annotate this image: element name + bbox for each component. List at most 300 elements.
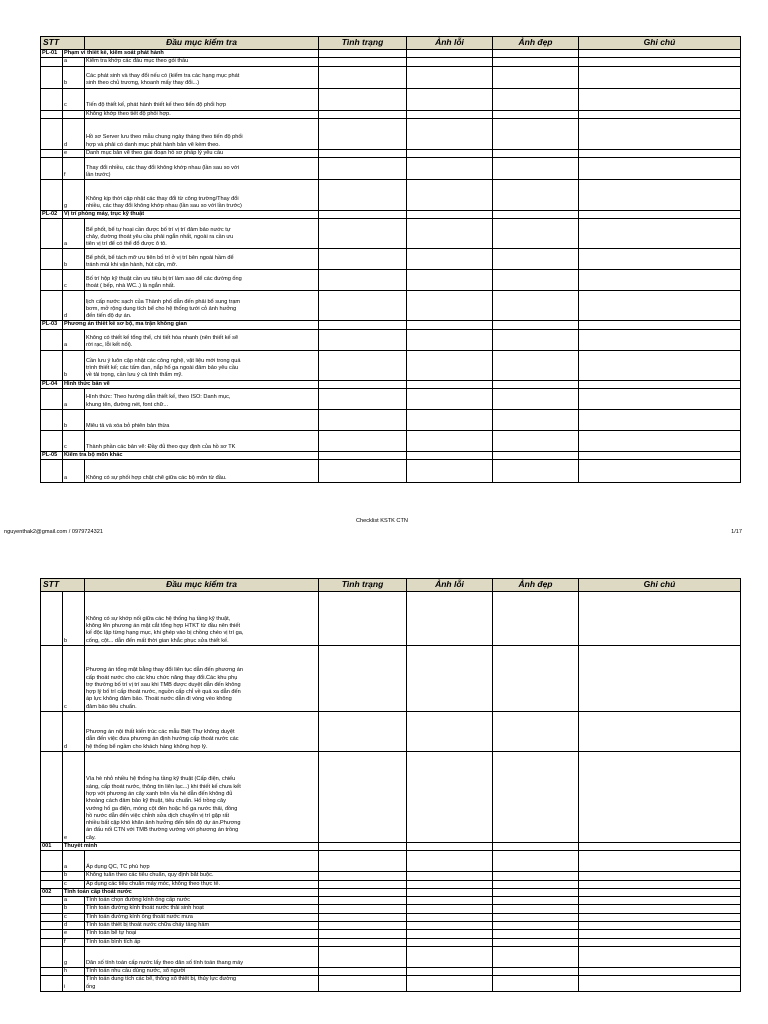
row-letter: c xyxy=(63,913,85,921)
checklist-row xyxy=(41,967,741,975)
error-image-cell[interactable] xyxy=(407,211,493,219)
status-cell[interactable] xyxy=(319,410,407,431)
good-image-cell[interactable] xyxy=(493,389,579,410)
error-image-cell[interactable] xyxy=(407,389,493,410)
status-cell[interactable] xyxy=(319,851,407,872)
good-image-cell[interactable] xyxy=(493,158,579,180)
error-image-cell[interactable] xyxy=(407,712,493,752)
row-number-cell xyxy=(41,291,63,321)
row-letter: c xyxy=(63,270,85,291)
checklist-row xyxy=(41,219,741,249)
note-cell[interactable] xyxy=(579,851,741,872)
header-good-image: Ảnh đẹp xyxy=(493,37,579,50)
note-cell[interactable] xyxy=(579,410,741,431)
row-letter: i xyxy=(63,976,85,992)
good-image-cell[interactable] xyxy=(493,410,579,431)
footer-title: Checklist KSTK CTN xyxy=(356,518,408,524)
checklist-row xyxy=(41,905,741,913)
row-letter: c xyxy=(63,431,85,452)
good-image-cell[interactable] xyxy=(493,905,579,913)
note-cell[interactable] xyxy=(579,321,741,329)
status-cell[interactable] xyxy=(319,967,407,975)
error-image-cell[interactable] xyxy=(407,452,493,460)
checklist-table-page-1 xyxy=(40,36,741,483)
good-image-cell[interactable] xyxy=(493,897,579,905)
status-cell[interactable] xyxy=(319,976,407,992)
checklist-item-text: Hình thức: Theo hướng dẫn thiết kế, theo ISO: Danh mục, khung tên, đường nét, font chữ... xyxy=(85,389,319,410)
note-cell[interactable] xyxy=(579,50,741,58)
status-cell[interactable] xyxy=(319,946,407,967)
row-letter: f xyxy=(63,938,85,946)
status-cell[interactable] xyxy=(319,291,407,321)
status-cell[interactable] xyxy=(319,646,407,712)
row-letter: h xyxy=(63,967,85,975)
checklist-item-text: Không có sự phối hợp chặt chẽ giữa các bộ môn từ đầu. xyxy=(85,460,319,483)
note-cell[interactable] xyxy=(579,905,741,913)
section-row xyxy=(41,843,741,851)
checklist-row xyxy=(41,329,741,350)
row-number-cell xyxy=(41,967,63,975)
checklist-item-text: Bể phốt, bể tách mỡ ưu tiên bố trí ở vị trí bên ngoài hầm để tránh mùi khi vận hành, hút cặn, mỡ. xyxy=(85,249,319,270)
checklist-item-text: Tính toán đường kính thoát nước thải sinh hoạt xyxy=(85,905,319,913)
note-cell[interactable] xyxy=(579,180,741,211)
note-cell[interactable] xyxy=(579,110,741,118)
error-image-cell[interactable] xyxy=(407,843,493,851)
checklist-row xyxy=(41,66,741,88)
row-letter: a xyxy=(63,329,85,350)
status-cell[interactable] xyxy=(319,329,407,350)
checklist-item-text: Áp dụng QC, TC phù hợp xyxy=(85,851,319,872)
error-image-cell[interactable] xyxy=(407,930,493,938)
error-image-cell[interactable] xyxy=(407,380,493,388)
status-cell[interactable] xyxy=(319,872,407,880)
error-image-cell[interactable] xyxy=(407,646,493,712)
checklist-row xyxy=(41,158,741,180)
error-image-cell[interactable] xyxy=(407,110,493,118)
checklist-row xyxy=(41,592,741,646)
status-cell[interactable] xyxy=(319,158,407,180)
checklist-row xyxy=(41,88,741,110)
good-image-cell[interactable] xyxy=(493,219,579,249)
row-letter: e xyxy=(63,149,85,157)
status-cell[interactable] xyxy=(319,843,407,851)
row-letter: a xyxy=(63,851,85,872)
row-number-cell xyxy=(41,592,63,646)
error-image-cell[interactable] xyxy=(407,219,493,249)
row-letter: b xyxy=(63,249,85,270)
checklist-item-text: Phương án tổng mặt bằng thay đổi liên tục dẫn đến phương án cấp thoát nước cho các khu chức năng thay đổi.Các khu phụ trợ thường bố trí vị trí sau khi TMB được duyệt dẫn đến không hợp lý bố trí cấp thoát nước, nguồn cấp chỉ về quá xa dẫn đến áp lực không đảm bảo. Thoát nước dẫn đi vòng vèo không đảm bảo tiêu chuẩn. xyxy=(85,646,319,712)
note-cell[interactable] xyxy=(579,389,741,410)
checklist-row xyxy=(41,249,741,270)
error-image-cell[interactable] xyxy=(407,888,493,896)
section-title: Hình thức bản vẽ xyxy=(63,380,319,388)
row-number-cell xyxy=(41,752,63,843)
note-cell[interactable] xyxy=(579,976,741,992)
note-cell[interactable] xyxy=(579,460,741,483)
row-letter: d xyxy=(63,712,85,752)
status-cell[interactable] xyxy=(319,460,407,483)
checklist-item-text: Tiến độ thiết kế, phát hành thiết kế theo tiến độ phối hợp xyxy=(85,88,319,110)
error-image-cell[interactable] xyxy=(407,321,493,329)
row-number-cell xyxy=(41,110,63,118)
section-row xyxy=(41,211,741,219)
error-image-cell[interactable] xyxy=(407,872,493,880)
checklist-row xyxy=(41,976,741,992)
header-error-image: Ảnh lỗi xyxy=(407,37,493,50)
good-image-cell[interactable] xyxy=(493,66,579,88)
status-cell[interactable] xyxy=(319,58,407,66)
checklist-row xyxy=(41,270,741,291)
row-letter: a xyxy=(63,58,85,66)
error-image-cell[interactable] xyxy=(407,329,493,350)
error-image-cell[interactable] xyxy=(407,897,493,905)
good-image-cell[interactable] xyxy=(493,380,579,388)
note-cell[interactable] xyxy=(579,922,741,930)
good-image-cell[interactable] xyxy=(493,930,579,938)
good-image-cell[interactable] xyxy=(493,946,579,967)
checklist-row xyxy=(41,712,741,752)
status-cell[interactable] xyxy=(319,922,407,930)
good-image-cell[interactable] xyxy=(493,712,579,752)
row-number-cell xyxy=(41,180,63,211)
status-cell[interactable] xyxy=(319,938,407,946)
checklist-row xyxy=(41,291,741,321)
header-row xyxy=(41,579,741,592)
good-image-cell[interactable] xyxy=(493,452,579,460)
section-title: Kiểm tra bộ môn khác xyxy=(63,452,319,460)
error-image-cell[interactable] xyxy=(407,922,493,930)
good-image-cell[interactable] xyxy=(493,58,579,66)
row-letter: d xyxy=(63,118,85,149)
checklist-item-text: Vìa hè nhỏ nhiều hệ thống hạ tầng kỹ thuật (Cấp điện, chiếu sáng, cấp thoát nước, thông tin liên lạc...) khi thiết kế chưa kết hợp với phương án cây xanh trên vỉa hè dẫn đến không đủ khoảng cách đảm bảo kỹ thuật, tiêu chuẩn. Hố trồng cây vướng hố ga điện, móng cột đèn hoặc hố ga nước thải, đồng hồ nước dẫn đến việc chỉnh sửa dịch chuyển vị trí gặp rất nhiều bất cập khó khăn ảnh hưởng đến tiến độ dự án.Phương án đấu nối CTN với TMB thường vướng với phương án trồng cây. xyxy=(85,752,319,843)
status-cell[interactable] xyxy=(319,905,407,913)
note-cell[interactable] xyxy=(579,913,741,921)
header-error-image: Ảnh lỗi xyxy=(407,579,493,592)
good-image-cell[interactable] xyxy=(493,431,579,452)
good-image-cell[interactable] xyxy=(493,922,579,930)
checklist-item-text: Tính toán dung tích các bể, thông số thiết bị, thủy lực đường ống xyxy=(85,976,319,992)
section-code: PL-05 xyxy=(41,452,63,460)
error-image-cell[interactable] xyxy=(407,592,493,646)
row-number-cell xyxy=(41,946,63,967)
checklist-row xyxy=(41,946,741,967)
row-number-cell xyxy=(41,66,63,88)
row-number-cell xyxy=(41,118,63,149)
note-cell[interactable] xyxy=(579,249,741,270)
checklist-row xyxy=(41,897,741,905)
error-image-cell[interactable] xyxy=(407,460,493,483)
note-cell[interactable] xyxy=(579,646,741,712)
good-image-cell[interactable] xyxy=(493,752,579,843)
status-cell[interactable] xyxy=(319,219,407,249)
checklist-row xyxy=(41,872,741,880)
good-image-cell[interactable] xyxy=(493,211,579,219)
good-image-cell[interactable] xyxy=(493,880,579,888)
checklist-row xyxy=(41,646,741,712)
checklist-row xyxy=(41,460,741,483)
row-number-cell xyxy=(41,410,63,431)
note-cell[interactable] xyxy=(579,843,741,851)
checklist-row xyxy=(41,110,741,118)
error-image-cell[interactable] xyxy=(407,270,493,291)
row-letter: a xyxy=(63,389,85,410)
good-image-cell[interactable] xyxy=(493,888,579,896)
error-image-cell[interactable] xyxy=(407,410,493,431)
row-letter: a xyxy=(63,219,85,249)
row-letter: d xyxy=(63,922,85,930)
error-image-cell[interactable] xyxy=(407,149,493,157)
checklist-item-text: Dân số tính toán cấp nước lấy theo dân số tính toán thang máy xyxy=(85,946,319,967)
header-item: Đầu mục kiểm tra xyxy=(85,579,319,592)
header-status: Tình trạng xyxy=(319,37,407,50)
note-cell[interactable] xyxy=(579,897,741,905)
good-image-cell[interactable] xyxy=(493,350,579,380)
note-cell[interactable] xyxy=(579,752,741,843)
error-image-cell[interactable] xyxy=(407,938,493,946)
section-title: Thuyết minh xyxy=(63,843,319,851)
error-image-cell[interactable] xyxy=(407,752,493,843)
note-cell[interactable] xyxy=(579,880,741,888)
header-item: Đầu mục kiểm tra xyxy=(85,37,319,50)
status-cell[interactable] xyxy=(319,380,407,388)
section-code: PL-02 xyxy=(41,211,63,219)
checklist-row xyxy=(41,118,741,149)
status-cell[interactable] xyxy=(319,752,407,843)
error-image-cell[interactable] xyxy=(407,431,493,452)
note-cell[interactable] xyxy=(579,329,741,350)
error-image-cell[interactable] xyxy=(407,291,493,321)
note-cell[interactable] xyxy=(579,592,741,646)
status-cell[interactable] xyxy=(319,66,407,88)
section-row xyxy=(41,321,741,329)
checklist-item-text: Tính toán đường kính ống thoát nước mưa xyxy=(85,913,319,921)
header-stt: STT xyxy=(41,579,85,592)
good-image-cell[interactable] xyxy=(493,118,579,149)
section-title: Tính toán cấp thoát nước xyxy=(63,888,319,896)
good-image-cell[interactable] xyxy=(493,321,579,329)
good-image-cell[interactable] xyxy=(493,913,579,921)
status-cell[interactable] xyxy=(319,592,407,646)
checklist-row xyxy=(41,930,741,938)
status-cell[interactable] xyxy=(319,712,407,752)
good-image-cell[interactable] xyxy=(493,270,579,291)
checklist-item-text: Không tuân theo các tiêu chuẩn, quy định bắt buộc. xyxy=(85,872,319,880)
error-image-cell[interactable] xyxy=(407,50,493,58)
error-image-cell[interactable] xyxy=(407,88,493,110)
note-cell[interactable] xyxy=(579,712,741,752)
status-cell[interactable] xyxy=(319,270,407,291)
section-row xyxy=(41,888,741,896)
error-image-cell[interactable] xyxy=(407,905,493,913)
note-cell[interactable] xyxy=(579,66,741,88)
error-image-cell[interactable] xyxy=(407,118,493,149)
status-cell[interactable] xyxy=(319,149,407,157)
row-letter: b xyxy=(63,410,85,431)
status-cell[interactable] xyxy=(319,321,407,329)
note-cell[interactable] xyxy=(579,350,741,380)
row-number-cell xyxy=(41,976,63,992)
status-cell[interactable] xyxy=(319,350,407,380)
row-letter: b xyxy=(63,592,85,646)
good-image-cell[interactable] xyxy=(493,967,579,975)
note-cell[interactable] xyxy=(579,118,741,149)
checklist-body-page-1 xyxy=(41,50,741,483)
row-number-cell xyxy=(41,880,63,888)
section-row xyxy=(41,50,741,58)
error-image-cell[interactable] xyxy=(407,946,493,967)
status-cell[interactable] xyxy=(319,180,407,211)
good-image-cell[interactable] xyxy=(493,851,579,872)
row-letter: b xyxy=(63,872,85,880)
note-cell[interactable] xyxy=(579,291,741,321)
note-cell[interactable] xyxy=(579,219,741,249)
row-letter: c xyxy=(63,88,85,110)
row-letter: g xyxy=(63,946,85,967)
footer-page-number: 1/17 xyxy=(731,529,742,535)
checklist-item-text: Thay đổi nhiều, các thay đổi không khớp nhau (lần sau so với lần trước) xyxy=(85,158,319,180)
checklist-body-page-2 xyxy=(41,592,741,992)
checklist-item-text: Kiểm tra khớp các đầu mục theo gói thầu xyxy=(85,58,319,66)
error-image-cell[interactable] xyxy=(407,158,493,180)
good-image-cell[interactable] xyxy=(493,872,579,880)
note-cell[interactable] xyxy=(579,431,741,452)
row-number-cell xyxy=(41,88,63,110)
status-cell[interactable] xyxy=(319,897,407,905)
note-cell[interactable] xyxy=(579,149,741,157)
good-image-cell[interactable] xyxy=(493,843,579,851)
checklist-item-text: Tính toán bể tự hoại xyxy=(85,930,319,938)
good-image-cell[interactable] xyxy=(493,938,579,946)
note-cell[interactable] xyxy=(579,872,741,880)
status-cell[interactable] xyxy=(319,452,407,460)
row-number-cell xyxy=(41,460,63,483)
error-image-cell[interactable] xyxy=(407,880,493,888)
good-image-cell[interactable] xyxy=(493,976,579,992)
checklist-row xyxy=(41,431,741,452)
error-image-cell[interactable] xyxy=(407,976,493,992)
good-image-cell[interactable] xyxy=(493,249,579,270)
header-note: Ghi chú xyxy=(579,579,741,592)
status-cell[interactable] xyxy=(319,431,407,452)
error-image-cell[interactable] xyxy=(407,180,493,211)
checklist-item-text: Tính toán bình tích áp xyxy=(85,938,319,946)
good-image-cell[interactable] xyxy=(493,110,579,118)
row-number-cell xyxy=(41,329,63,350)
good-image-cell[interactable] xyxy=(493,460,579,483)
error-image-cell[interactable] xyxy=(407,58,493,66)
status-cell[interactable] xyxy=(319,50,407,58)
checklist-item-text: Hồ sơ Server lưu theo mẫu chung ngày tháng theo tiến độ phối hợp và phải có danh mục phát hành bản vẽ kèm theo. xyxy=(85,118,319,149)
row-number-cell xyxy=(41,930,63,938)
section-code: PL-03 xyxy=(41,321,63,329)
section-code: PL-01 xyxy=(41,50,63,58)
note-cell[interactable] xyxy=(579,888,741,896)
checklist-item-text: Miêu tả và xóa bỏ phiên bản thừa xyxy=(85,410,319,431)
good-image-cell[interactable] xyxy=(493,646,579,712)
row-number-cell xyxy=(41,922,63,930)
checklist-item-text: Không có sự khớp nối giữa các hệ thống hạ tầng kỹ thuật, không lên phương án mặt cắt tổng hợp HTKT từ đầu nên thiết kế độc lập từng hạng mục, khi ghép vào bị chồng chéo vị trí ga, cống, cột... dẫn đến mất thời gian khắc phục sửa thiết kế. xyxy=(85,592,319,646)
note-cell[interactable] xyxy=(579,967,741,975)
note-cell[interactable] xyxy=(579,938,741,946)
error-image-cell[interactable] xyxy=(407,249,493,270)
note-cell[interactable] xyxy=(579,380,741,388)
status-cell[interactable] xyxy=(319,211,407,219)
status-cell[interactable] xyxy=(319,880,407,888)
status-cell[interactable] xyxy=(319,389,407,410)
row-letter: b xyxy=(63,66,85,88)
good-image-cell[interactable] xyxy=(493,180,579,211)
status-cell[interactable] xyxy=(319,249,407,270)
section-code: 002 xyxy=(41,888,63,896)
header-row xyxy=(41,37,741,50)
section-row xyxy=(41,380,741,388)
note-cell[interactable] xyxy=(579,88,741,110)
note-cell[interactable] xyxy=(579,930,741,938)
status-cell[interactable] xyxy=(319,913,407,921)
good-image-cell[interactable] xyxy=(493,592,579,646)
good-image-cell[interactable] xyxy=(493,291,579,321)
row-number-cell xyxy=(41,389,63,410)
checklist-item-text: Tính toán chọn đường kính ống cấp nước xyxy=(85,897,319,905)
checklist-item-text: Thành phần các bản vẽ: Đầy đủ theo quy định của hồ sơ TK xyxy=(85,431,319,452)
row-number-cell xyxy=(41,872,63,880)
good-image-cell[interactable] xyxy=(493,88,579,110)
row-number-cell xyxy=(41,58,63,66)
status-cell[interactable] xyxy=(319,930,407,938)
error-image-cell[interactable] xyxy=(407,851,493,872)
row-letter: a xyxy=(63,460,85,483)
status-cell[interactable] xyxy=(319,118,407,149)
checklist-item-text: Tính toán nhu cầu dùng nước, số người xyxy=(85,967,319,975)
row-letter: e xyxy=(63,752,85,843)
note-cell[interactable] xyxy=(579,158,741,180)
header-stt: STT xyxy=(41,37,85,50)
row-letter: g xyxy=(63,180,85,211)
status-cell[interactable] xyxy=(319,888,407,896)
checklist-row xyxy=(41,180,741,211)
error-image-cell[interactable] xyxy=(407,350,493,380)
note-cell[interactable] xyxy=(579,270,741,291)
row-number-cell xyxy=(41,905,63,913)
row-letter: b xyxy=(63,905,85,913)
row-letter: e xyxy=(63,930,85,938)
checklist-item-text: Cần lưu ý luôn cập nhật các công nghệ, vật liệu mới trong quá trình thiết kế; các tấm đan, nắp hố ga ngoài đảm bảo yêu cầu về tải trọng, cần lưu ý cả tính thẩm mỹ. xyxy=(85,350,319,380)
error-image-cell[interactable] xyxy=(407,913,493,921)
row-number-cell xyxy=(41,158,63,180)
header-good-image: Ảnh đẹp xyxy=(493,579,579,592)
checklist-row xyxy=(41,851,741,872)
checklist-row xyxy=(41,58,741,66)
checklist-row xyxy=(41,913,741,921)
checklist-row xyxy=(41,389,741,410)
row-number-cell xyxy=(41,149,63,157)
note-cell[interactable] xyxy=(579,452,741,460)
good-image-cell[interactable] xyxy=(493,50,579,58)
error-image-cell[interactable] xyxy=(407,967,493,975)
checklist-item-text: lịch cấp nước sạch của Thành phố dẫn đến phải bổ sung trạm bơm, mở rộng dung tích bể cho hệ thống tưới cỏ ảnh hưởng đến tiến độ dự án. xyxy=(85,291,319,321)
row-number-cell xyxy=(41,851,63,872)
note-cell[interactable] xyxy=(579,58,741,66)
status-cell[interactable] xyxy=(319,88,407,110)
error-image-cell[interactable] xyxy=(407,66,493,88)
row-letter: c xyxy=(63,880,85,888)
checklist-row xyxy=(41,350,741,380)
good-image-cell[interactable] xyxy=(493,329,579,350)
note-cell[interactable] xyxy=(579,211,741,219)
good-image-cell[interactable] xyxy=(493,149,579,157)
note-cell[interactable] xyxy=(579,946,741,967)
status-cell[interactable] xyxy=(319,110,407,118)
